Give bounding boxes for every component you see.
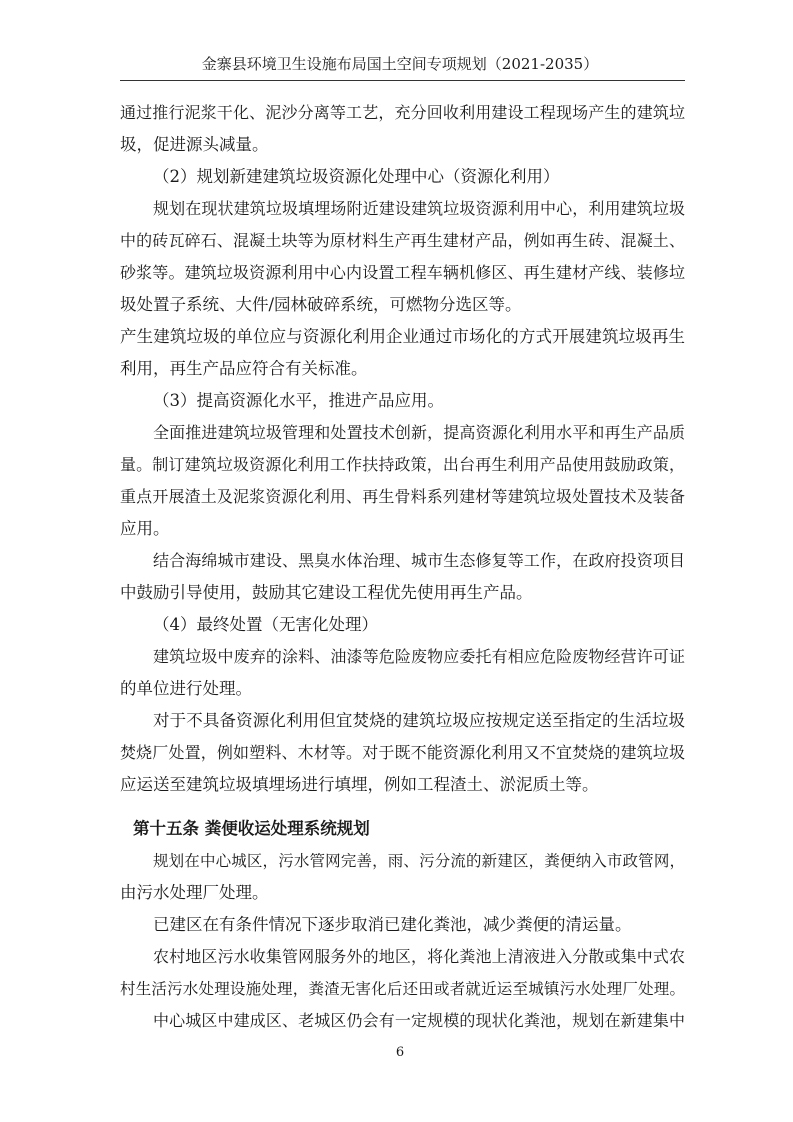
paragraph-line: 结合海绵城市建设、黑臭水体治理、城市生态修复等工作，在政府投资项目: [153, 551, 685, 570]
page-number: 6: [395, 1045, 405, 1060]
paragraph-line: 中鼓励引导使用，鼓励其它建设工程优先使用再生产品。: [120, 583, 533, 602]
paragraph-line: 规划在中心城区，污水管网完善，雨、污分流的新建区，粪便纳入市政管网，: [153, 852, 685, 870]
paragraph-line: 中的砖瓦碎石、混凝土块等为原材料生产再生建材产品，例如再生砖、混凝土、: [120, 231, 685, 250]
paragraph-line: 的单位进行处理。: [120, 679, 252, 698]
section-heading: 第十五条 粪便收运处理系统规划: [133, 819, 370, 838]
paragraph-line: 产生建筑垃圾的单位应与资源化利用企业通过市场化的方式开展建筑垃圾再生: [120, 327, 685, 346]
paragraph-line: 村生活污水处理设施处理，粪渣无害化后还田或者就近运至城镇污水处理厂处理。: [120, 980, 685, 998]
paragraph-line: 圾，促进源头减量。: [120, 135, 269, 154]
paragraph-line: 量。制订建筑垃圾资源化利用工作扶持政策，出台再生利用产品使用鼓励政策，: [120, 455, 685, 474]
subsection-heading: （4）最终处置（无害化处理）: [153, 615, 378, 634]
subsection-heading: （2）规划新建建筑垃圾资源化处理中心（资源化利用）: [153, 167, 560, 186]
paragraph-line: 应用。: [120, 519, 170, 538]
header-divider: [120, 80, 685, 81]
paragraph-line: 规划在现状建筑垃圾填埋场附近建设建筑垃圾资源利用中心，利用建筑垃圾: [153, 199, 685, 218]
running-header: 金寨县环境卫生设施布局国土空间专项规划（2021-2035）: [201, 55, 599, 73]
paragraph-line: 中心城区中建成区、老城区仍会有一定规模的现状化粪池，规划在新建集中: [153, 1011, 685, 1030]
paragraph-line: 砂浆等。建筑垃圾资源利用中心内设置工程车辆机修区、再生建材产线、装修垃: [120, 263, 685, 282]
paragraph-line: 已建区在有条件情况下逐步取消已建化粪池，减少粪便的清运量。: [153, 915, 632, 934]
paragraph-line: 对于不具备资源化利用但宜焚烧的建筑垃圾应按规定送至指定的生活垃圾: [153, 711, 685, 730]
paragraph-line: 应运送至建筑垃圾填埋场进行填埋，例如工程渣土、淤泥质土等。: [120, 775, 599, 794]
paragraph-line: 通过推行泥浆干化、泥沙分离等工艺，充分回收利用建设工程现场产生的建筑垃: [120, 103, 685, 122]
paragraph-line: 利用，再生产品应符合有关标准。: [120, 359, 368, 378]
paragraph-line: 重点开展渣土及泥浆资源化利用、再生骨料系列建材等建筑垃圾处置技术及装备: [120, 487, 685, 506]
paragraph-line: 建筑垃圾中废弃的涂料、油漆等危险废物应委托有相应危险废物经营许可证: [153, 647, 685, 666]
paragraph-line: 圾处置子系统、大件/园林破碎系统，可燃物分选区等。: [120, 295, 522, 314]
paragraph-line: 焚烧厂处置，例如塑料、木材等。对于既不能资源化利用又不宜焚烧的建筑垃圾: [120, 743, 685, 762]
paragraph-line: 由污水处理厂处理。: [120, 883, 269, 902]
paragraph-line: 农村地区污水收集管网服务外的地区，将化粪池上清液进入分散或集中式农: [153, 947, 685, 966]
paragraph-line: 全面推进建筑垃圾管理和处置技术创新，提高资源化利用水平和再生产品质: [153, 423, 685, 442]
subsection-heading: （3）提高资源化水平，推进产品应用。: [153, 391, 444, 410]
